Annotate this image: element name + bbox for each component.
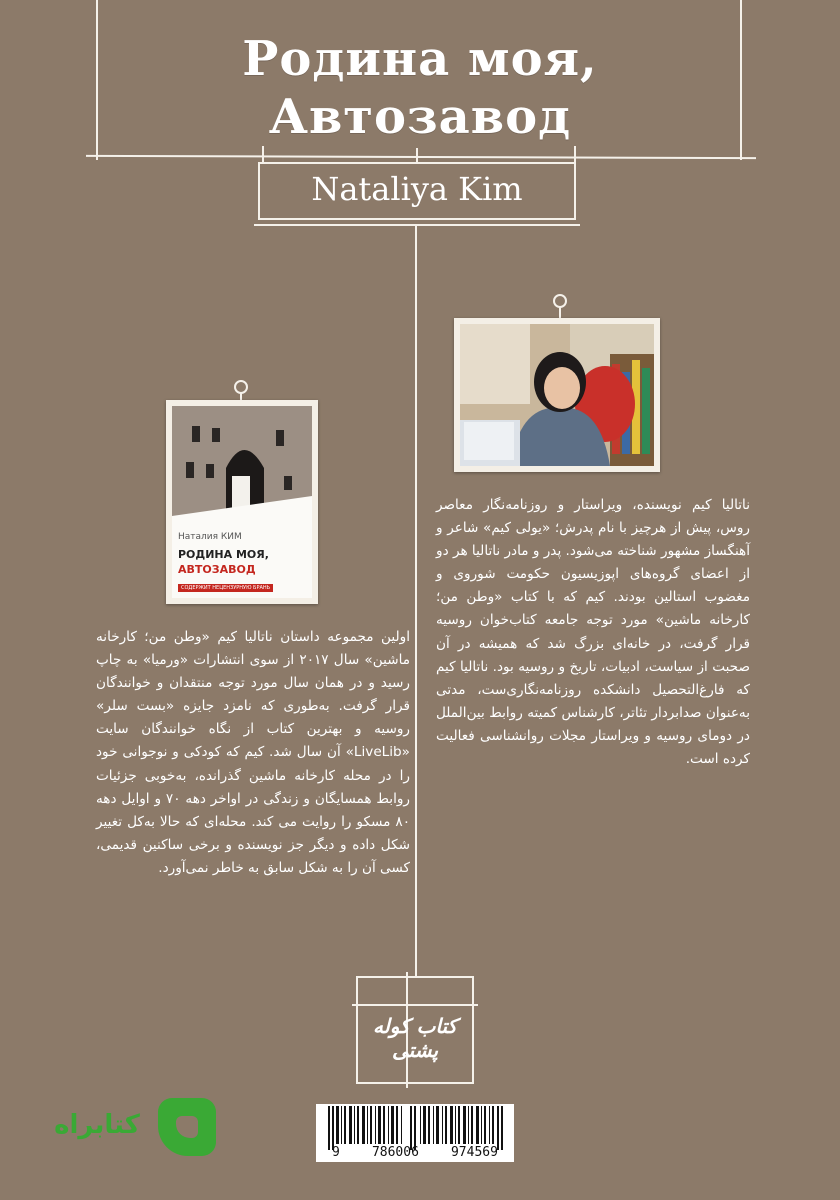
book-title [120, 30, 720, 146]
author-bio: ناتالیا کیم نویسنده، ویراستار و روزنامه‌نگار معاصر روس، پیش از هرچیز با نام پدرش؛ «یولی کیم» شاعر و آهنگساز مشهور شناخته می‌شود. پدر و مادر ناتالیا هر دو از اعضای گروه‌های اپوزیسیون حکومت شوروی و مغضوب استالین بودند. کیم که با کتاب «وطن من؛ کارخانه ماشین» مورد توجه جامعه کتاب‌خوان روسیه قرار گرفت، در خانه‌ای بزرگ شد که همیشه در آن صحبت از سیاست، ادبیات، تاریخ و روسیه بود. ناتالیا کیم که فارغ‌التحصیل دانشکده روزنامه‌نگاری‌ست، مدتی به‌عنوان صدابردار تئاتر، کارشناس کمیته روابط بین‌الملل در دومای روسیه و ویراستار مجلات روانشناسی فعالیت کرده است. [436, 497, 750, 768]
author-name: Nataliya Kim [311, 170, 523, 208]
thumb-title-line1: РОДИНА МОЯ, [178, 548, 269, 561]
frame-tick-center [416, 148, 418, 162]
barcode-bars [316, 1106, 514, 1150]
store-logo-text: کتابراه [54, 1110, 140, 1140]
center-divider [415, 226, 417, 966]
author-box-underline [254, 224, 580, 226]
publisher-logo [356, 976, 474, 1084]
publisher-logo-text: کتاب کوله پشتی [372, 1014, 458, 1062]
store-logo-icon-hole [176, 1116, 198, 1138]
isbn-number [316, 1145, 514, 1160]
thumb-tagline: СОДЕРЖИТ НЕЦЕНЗУРНУЮ БРАНЬ [178, 584, 273, 592]
isbn-digit-prefix: 9 [332, 1145, 340, 1160]
book-thumbnail-frame [166, 400, 318, 604]
store-logo [42, 1092, 222, 1164]
book-title-line1: Родина моя, [242, 31, 598, 87]
frame-top-bottom-line [86, 155, 756, 159]
author-photo [460, 324, 654, 466]
frame-right-line [740, 0, 742, 160]
publisher-logo-inner-h [352, 1004, 478, 1006]
book-thumbnail-illustration [172, 406, 312, 526]
thumb-author: Наталия КИМ [178, 532, 242, 542]
isbn-barcode [316, 1104, 514, 1162]
frame-left-line [96, 0, 98, 160]
book-title-line2: Автозавод [268, 89, 572, 145]
thumb-title-line2: АВТОЗАВОД [178, 563, 256, 576]
book-description: اولین مجموعه داستان ناتالیا کیم «وطن من؛ کارخانه ماشین» سال ۲۰۱۷ از سوی انتشارات «ورمیا» به چاپ رسید و در همان سال مورد توجه منتقدان و خوانندگان قرار گرفت. به‌طوری که نامزد جایزه «بست سلر» روسیه و بهترین کتاب از نگاه خوانندگان سایت «LiveLib» آن سال شد. کیم که کودکی و نوجوانی خود را در محله کارخانه ماشین گذرانده، به‌خوبی جزئیات روابط همسایگان و زندگی در اواخر دهه ۷۰ و اوایل دهه ۸۰ مسکو را روایت می کند. محله‌ای که حالا به‌کل تغییر شکل داده و دیگر جز نویسنده و برخی ساکنین قدیمی، کسی آن را به شکل سابق به خاطر نمی‌آورد. [96, 629, 411, 876]
bottom-divider [415, 966, 417, 976]
author-photo-frame [454, 318, 660, 472]
isbn-digit-group1: 786006 [371, 1145, 419, 1160]
isbn-digit-group2: 974569 [450, 1145, 498, 1160]
book-thumbnail [172, 406, 312, 598]
store-logo-icon [158, 1098, 216, 1156]
